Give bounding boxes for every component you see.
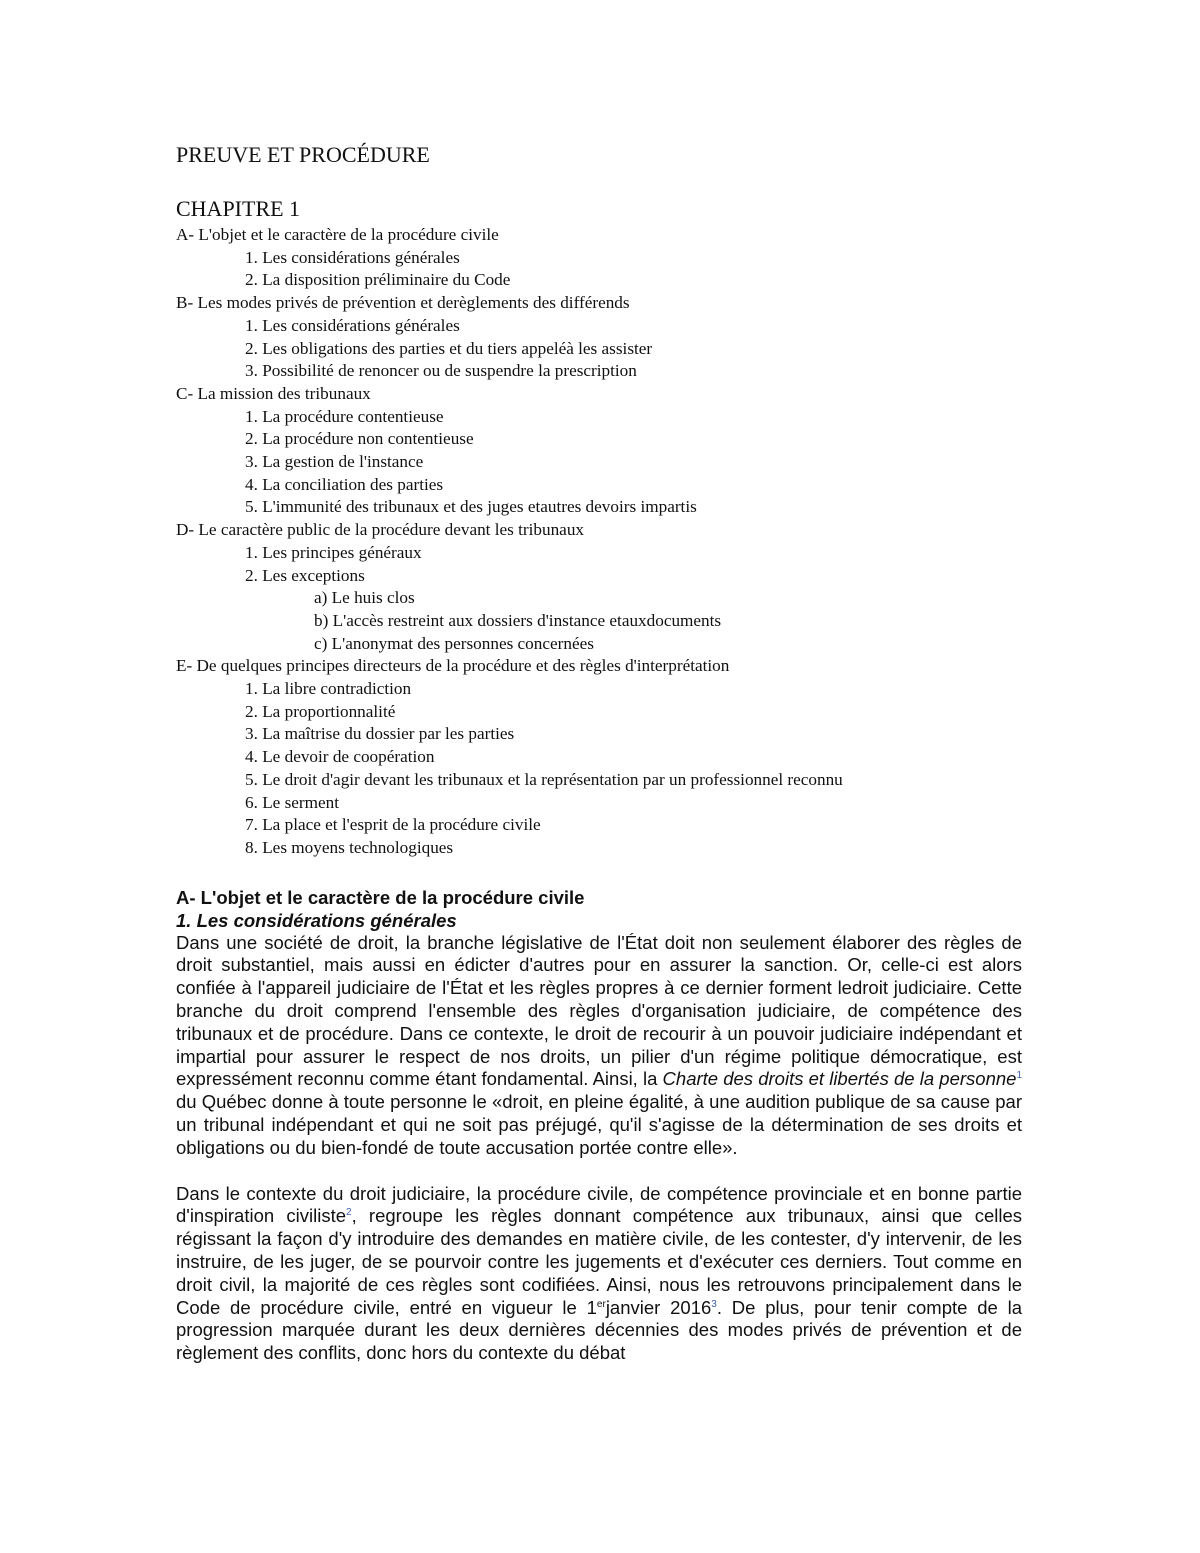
toc-item: C- La mission des tribunaux [176, 383, 371, 403]
toc-item: 1. Les principes généraux [245, 542, 422, 562]
document-page [176, 140, 1022, 1365]
toc-item: 1. Les considérations générales [245, 247, 460, 267]
toc-item: 7. La place et l'esprit de la procédure civile [245, 815, 541, 835]
body-paragraph-2 [176, 1183, 1022, 1365]
toc-item: 2. Les obligations des parties et du tiers appeléà les assister [245, 338, 653, 358]
para1-text-a: Dans une société de droit, la branche législative de l'État doit non seulement élaborer des règles de droit substantiel, mais aussi en édicter d'autres pour en assurer la sanction. Or, celle-ci est alors confiée à l'appareil judiciaire de l'État et les règles propres à ce dernier forment ledroit judiciaire. Cette branche du droit comprend l'ensemble des règles d'organisation judiciaire, de compétence des tribunaux et de procédure. Dans ce contexte, le droit de recourir à un pouvoir judiciaire indépendant et impartial pour assurer le respect de nos droits, un pilier d'un régime politique démocratique, est expressément reconnu comme étant fondamental. Ainsi, la [176, 931, 1022, 1090]
document-title: PREUVE ET PROCÉDURE [176, 142, 430, 167]
toc-item: B- Les modes privés de prévention et derèglements des différends [176, 293, 630, 313]
toc-item: c) L'anonymat des personnes concernées [314, 633, 594, 653]
table-of-contents [176, 224, 1022, 860]
toc-item: 5. L'immunité des tribunaux et des juges etautres devoirs impartis [245, 497, 697, 517]
toc-item: a) Le huis clos [314, 588, 415, 608]
toc-item: 8. Les moyens technologiques [245, 837, 454, 857]
toc-item: 4. La conciliation des parties [245, 474, 444, 494]
para1-text-b: du Québec donne à toute personne le «droit, en pleine égalité, à une audition publique de sa cause par un tribunal indépendant et qui ne soit pas préjugé, qu'il s'agisse de la détermination de ses droits et obligations ou du bien-fondé de toute accusation portée contre elle». [176, 1091, 1022, 1158]
toc-item: A- L'objet et le caractère de la procédure civile [176, 225, 499, 244]
chapter-title: CHAPITRE 1 [176, 196, 301, 221]
toc-item: 3. Possibilité de renoncer ou de suspendre la prescription [245, 361, 637, 381]
body-paragraph-1 [176, 932, 1022, 1160]
footnote-ref-2[interactable]: 2 [346, 1207, 352, 1219]
para2-text-a: Dans le contexte du droit judiciaire, la procédure civile, de compétence provinciale et en bonne partie d'inspiration civiliste [176, 1182, 1022, 1227]
footnote-ref-3[interactable]: 3 [711, 1298, 717, 1310]
toc-item: 2. La disposition préliminaire du Code [245, 270, 511, 290]
toc-item: 3. La gestion de l'instance [245, 452, 424, 472]
toc-item: 3. La maîtrise du dossier par les parties [245, 724, 515, 744]
para2-text-c: janvier 2016 [605, 1296, 712, 1318]
charter-title: Charte des droits et libertés de la personne [662, 1068, 1017, 1090]
section-title: A- L'objet et le caractère de la procédure civile [176, 886, 585, 908]
toc-item: 5. Le droit d'agir devant les tribunaux et la représentation par un professionnel reconnu [245, 769, 843, 789]
para2-text-b: , regroupe les règles donnant compétence aux tribunaux, ainsi que celles régissant la façon d'y introduire des demandes en matière civile, de les contester, d'y intervenir, de les instruire, de les juger, de se pourvoir contre les jugements et d'exécuter ces derniers. Tout comme en droit civil, la majorité de ces règles sont codifiées. Ainsi, nous les retrouvons principalement dans le Code de procédure civile, entré en vigueur le 1 [176, 1205, 1022, 1318]
toc-item: 1. Les considérations générales [245, 315, 460, 335]
toc-item: D- Le caractère public de la procédure devant les tribunaux [176, 520, 585, 540]
toc-item: E- De quelques principes directeurs de la procédure et des règles d'interprétation [176, 656, 730, 676]
subsection-title: 1. Les considérations générales [176, 909, 457, 931]
toc-item: 2. La proportionnalité [245, 701, 396, 721]
para2-text-d: . De plus, pour tenir compte de la progression marquée durant les deux dernières décennies des modes privés de prévention et de règlement des conflits, donc hors du contexte du débat [176, 1296, 1022, 1364]
toc-item: b) L'accès restreint aux dossiers d'instance etauxdocuments [314, 610, 722, 630]
toc-item: 2. Les exceptions [245, 565, 365, 585]
ordinal-suffix: er [596, 1298, 606, 1310]
toc-item: 2. La procédure non contentieuse [245, 429, 474, 449]
toc-item: 1. La procédure contentieuse [245, 406, 444, 426]
toc-item: 6. Le serment [245, 792, 340, 812]
toc-item: 4. Le devoir de coopération [245, 747, 435, 767]
toc-item: 1. La libre contradiction [245, 679, 412, 699]
footnote-ref-1[interactable]: 1 [1016, 1070, 1023, 1082]
